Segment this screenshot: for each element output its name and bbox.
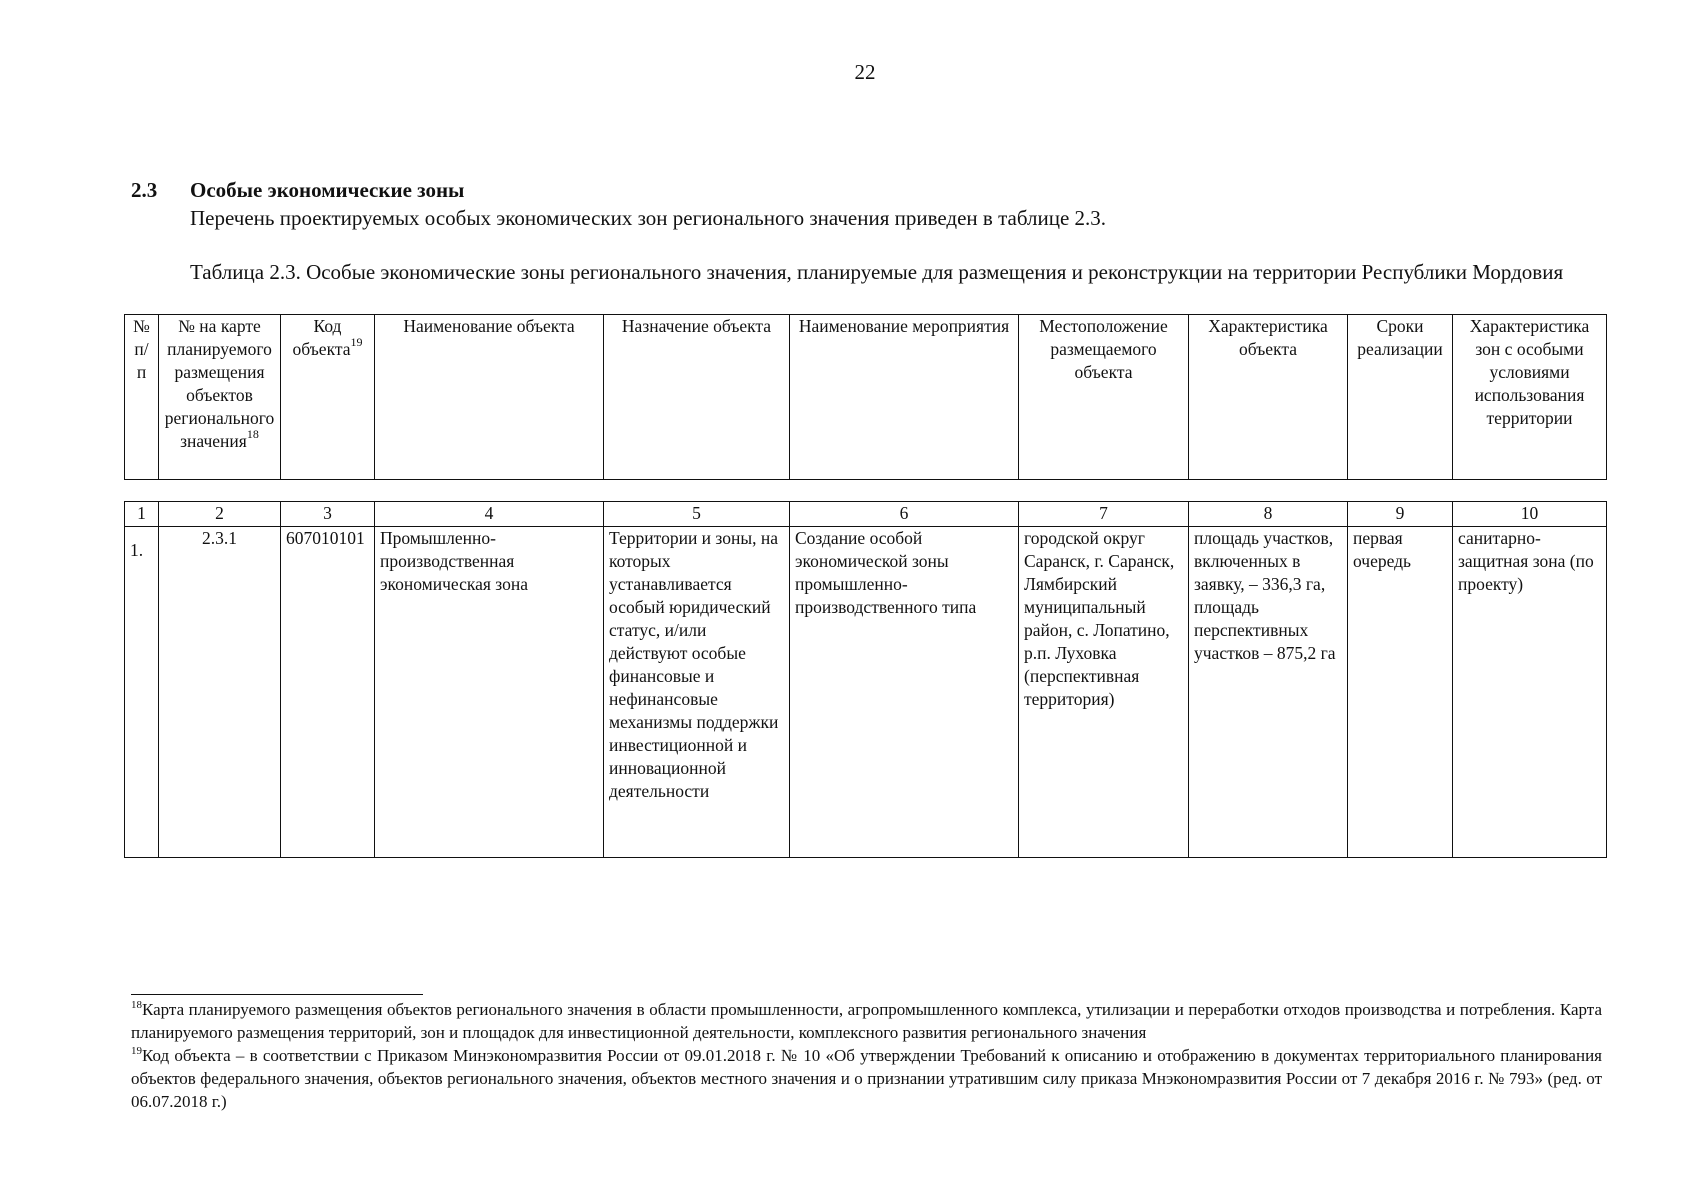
footnote-text: Код объекта – в соответствии с Приказом Минэкономразвития России от 09.01.2018 г. № 10 «Об утверждении Требований к описанию и отображению в документах территориального планирования объектов федерального значения, объектов регионального значения, объектов местного значения и о признании утратившим силу приказа Мнэкономразвития России от 7 декабря 2016 г. № 793» (ред. от 06.07.2018 г.) (131, 1046, 1602, 1111)
header-col-10: Характеристика зон с особыми условиями использования территории (1453, 315, 1607, 480)
footnote-ref-19: 19 (350, 335, 363, 349)
cell-characteristic: площадь участков, включенных в заявку, – 336,3 га, площадь перспективных участков – 875,2 га (1189, 527, 1348, 858)
header-col-1: № п/п (125, 315, 159, 480)
table-header (124, 314, 1607, 480)
header-col-5: Назначение объекта (604, 315, 790, 480)
cell-row-number: 1. (125, 527, 159, 858)
header-col-4: Наименование объекта (375, 315, 604, 480)
header-col-3-text: Код объекта (292, 316, 351, 359)
header-col-8: Характеристика объекта (1189, 315, 1348, 480)
header-col-2-text: № на карте планируемого размещения объектов регионального значения (164, 316, 275, 451)
page-number: 22 (854, 60, 876, 84)
footnote-separator (131, 994, 423, 995)
footnote-18 (131, 998, 1602, 1044)
footnote-mark: 18 (131, 999, 142, 1011)
column-number: 4 (375, 502, 604, 527)
column-number: 2 (159, 502, 281, 527)
header-col-3 (281, 315, 375, 480)
header-col-6: Наименование мероприятия (790, 315, 1019, 480)
intro-text: Перечень проектируемых особых экономических зон регионального значения приведен в таблице 2.3. (190, 206, 1107, 230)
cell-object-code: 607010101 (281, 527, 375, 858)
cell-zones: санитарно-защитная зона (по проекту) (1453, 527, 1607, 858)
table-row (125, 527, 1607, 858)
cell-object-purpose: Территории и зоны, на которых устанавливается особый юридический статус, и/или действуют особые финансовые и нефинансовые механизмы поддержки инвестиционной и инновационной деятельности (604, 527, 790, 858)
column-number: 1 (125, 502, 159, 527)
cell-measure-name: Создание особой экономической зоны промышленно-производственного типа (790, 527, 1019, 858)
column-number: 3 (281, 502, 375, 527)
footnote-mark: 19 (131, 1045, 142, 1057)
column-number: 9 (1348, 502, 1453, 527)
section-title: Особые экономические зоны (190, 178, 465, 202)
column-number: 8 (1189, 502, 1348, 527)
header-col-9: Сроки реализации (1348, 315, 1453, 480)
header-col-7: Местоположение размещаемого объекта (1019, 315, 1189, 480)
column-number: 7 (1019, 502, 1189, 527)
column-number: 5 (604, 502, 790, 527)
cell-map-number: 2.3.1 (159, 527, 281, 858)
cell-object-name: Промышленно-производственная экономическая зона (375, 527, 604, 858)
cell-term: первая очередь (1348, 527, 1453, 858)
column-number: 10 (1453, 502, 1607, 527)
footnote-ref-18: 18 (246, 427, 259, 441)
cell-location: городской округ Саранск, г. Саранск, Лямбирский муниципальный район, с. Лопатино, р.п. Луховка (перспективная территория) (1019, 527, 1189, 858)
column-number: 6 (790, 502, 1019, 527)
column-number-row (125, 502, 1607, 527)
table-caption: Таблица 2.3. Особые экономические зоны регионального значения, планируемые для размещения и реконструкции на территории Республики Мордовия (190, 260, 1564, 284)
header-col-2 (159, 315, 281, 480)
footnotes (131, 998, 1602, 1113)
section-heading (131, 178, 464, 203)
table-body (124, 501, 1607, 858)
section-number: 2.3 (131, 178, 158, 202)
footnote-text: Карта планируемого размещения объектов регионального значения в области промышленности, агропромышленного комплекса, утилизации и переработки отходов производства и потребления. Карта планируемого размещения территорий, зон и площадок для инвестиционной деятельности, комплексного развития регионального значения (131, 1000, 1602, 1042)
footnote-19 (131, 1044, 1602, 1113)
